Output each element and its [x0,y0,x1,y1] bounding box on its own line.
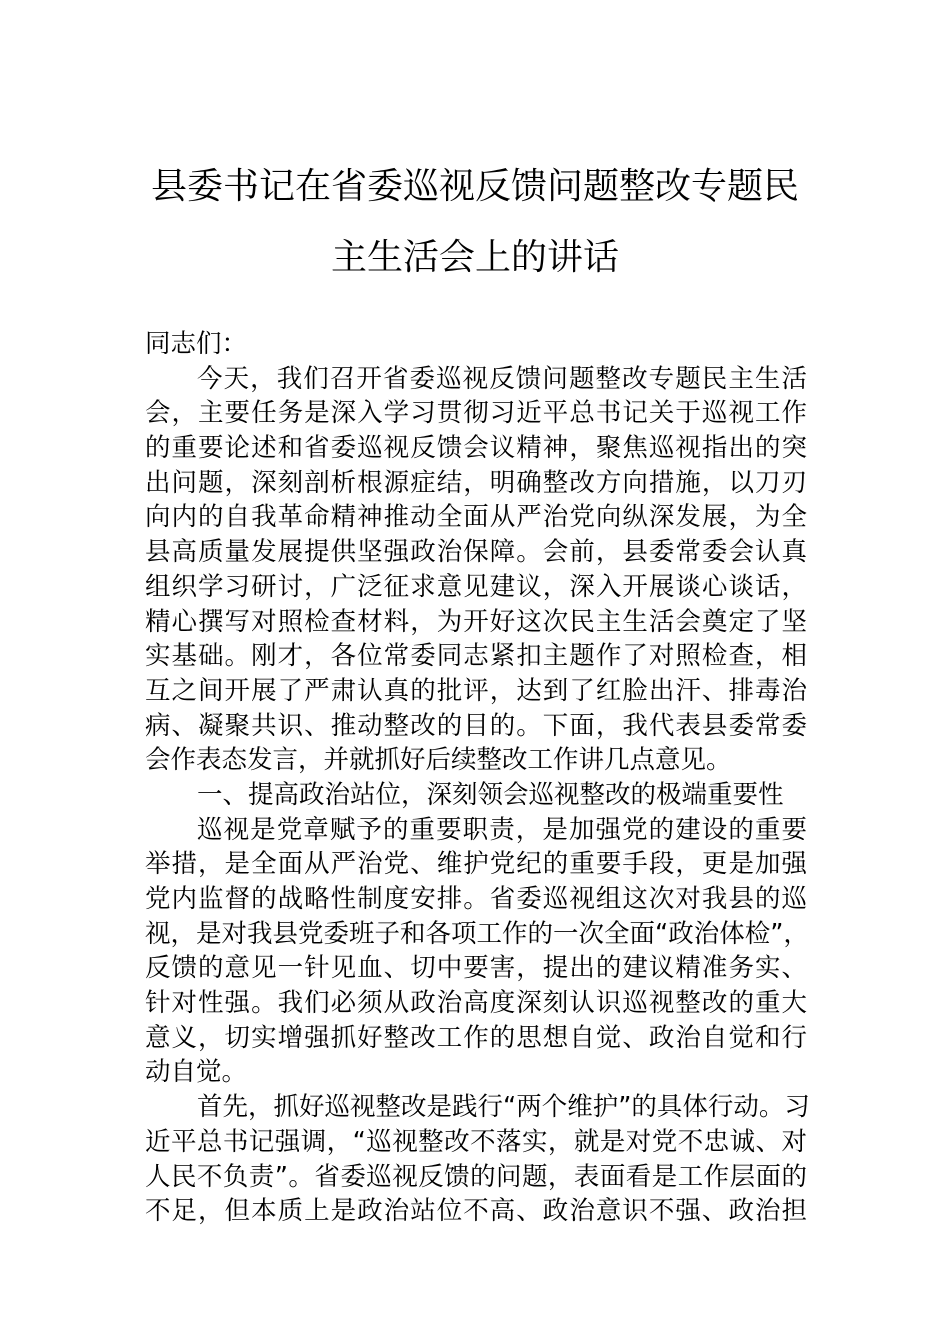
document-title-line-1: 县委书记在省委巡视反馈问题整改专题民 [150,166,799,207]
paragraph-line: 不足，但本质上是政治站位不高、政治意识不强、政治担 [145,1196,807,1227]
paragraph-line: 出问题，深刻剖析根源症结，明确整改方向措施，以刀刃 [145,467,807,498]
paragraph-line: 人民不负责”。省委巡视反馈的问题，表面看是工作层面的 [145,1161,807,1192]
paragraph-line: 今天，我们召开省委巡视反馈问题整改专题民主生活 [197,363,807,394]
paragraph-line: 向内的自我革命精神推动全面从严治党向纵深发展，为全 [145,502,807,533]
paragraph-line: 互之间开展了严肃认真的批评，达到了红脸出汗、排毒治 [145,675,807,706]
paragraph-line: 病、凝聚共识、推动整改的目的。下面，我代表县委常委 [145,710,807,741]
paragraph-line: 会，主要任务是深入学习贯彻习近平总书记关于巡视工作 [145,398,807,429]
paragraph-line: 会作表态发言，并就抓好后续整改工作讲几点意见。 [145,745,732,776]
paragraph-line: 动自觉。 [145,1057,248,1088]
paragraph-line: 党内监督的战略性制度安排。省委巡视组这次对我县的巡 [145,884,807,914]
salutation: 同志们： [145,329,248,359]
paragraph-line: 精心撰写对照检查材料，为开好这次民主生活会奠定了坚 [145,606,807,637]
paragraph-line: 首先，抓好巡视整改是践行“两个维护”的具体行动。习 [197,1092,810,1123]
document-body [145,327,810,1229]
paragraph-line: 的重要论述和省委巡视反馈会议精神，聚焦巡视指出的突 [145,433,807,464]
paragraph-line: 举措，是全面从严治党、维护党纪的重要手段，更是加强 [145,849,807,880]
paragraph-line: 县高质量发展提供坚强政治保障。会前，县委常委会认真 [145,537,807,568]
paragraph-line: 视，是对我县党委班子和各项工作的一次全面“政治体检”， [145,918,809,949]
document-title-line-2: 主生活会上的讲话 [330,237,619,278]
section-heading: 一、提高政治站位，深刻领会巡视整改的极端重要性 [197,779,784,810]
paragraph-line: 巡视是党章赋予的重要职责，是加强党的建设的重要 [197,814,807,845]
paragraph-line: 实基础。刚才，各位常委同志紧扣主题作了对照检查，相 [145,641,807,672]
paragraph-line: 针对性强。我们必须从政治高度深刻认识巡视整改的重大 [145,988,807,1019]
paragraph-line: 近平总书记强调，“巡视整改不落实，就是对党不忠诚、对 [145,1126,807,1157]
paragraph-line: 反馈的意见一针见血、切中要害，提出的建议精准务实、 [145,953,807,984]
paragraph-line: 组织学习研讨，广泛征求意见建议，深入开展谈心谈话， [145,571,807,602]
paragraph-line: 意义，切实增强抓好整改工作的思想自觉、政治自觉和行 [145,1022,807,1053]
